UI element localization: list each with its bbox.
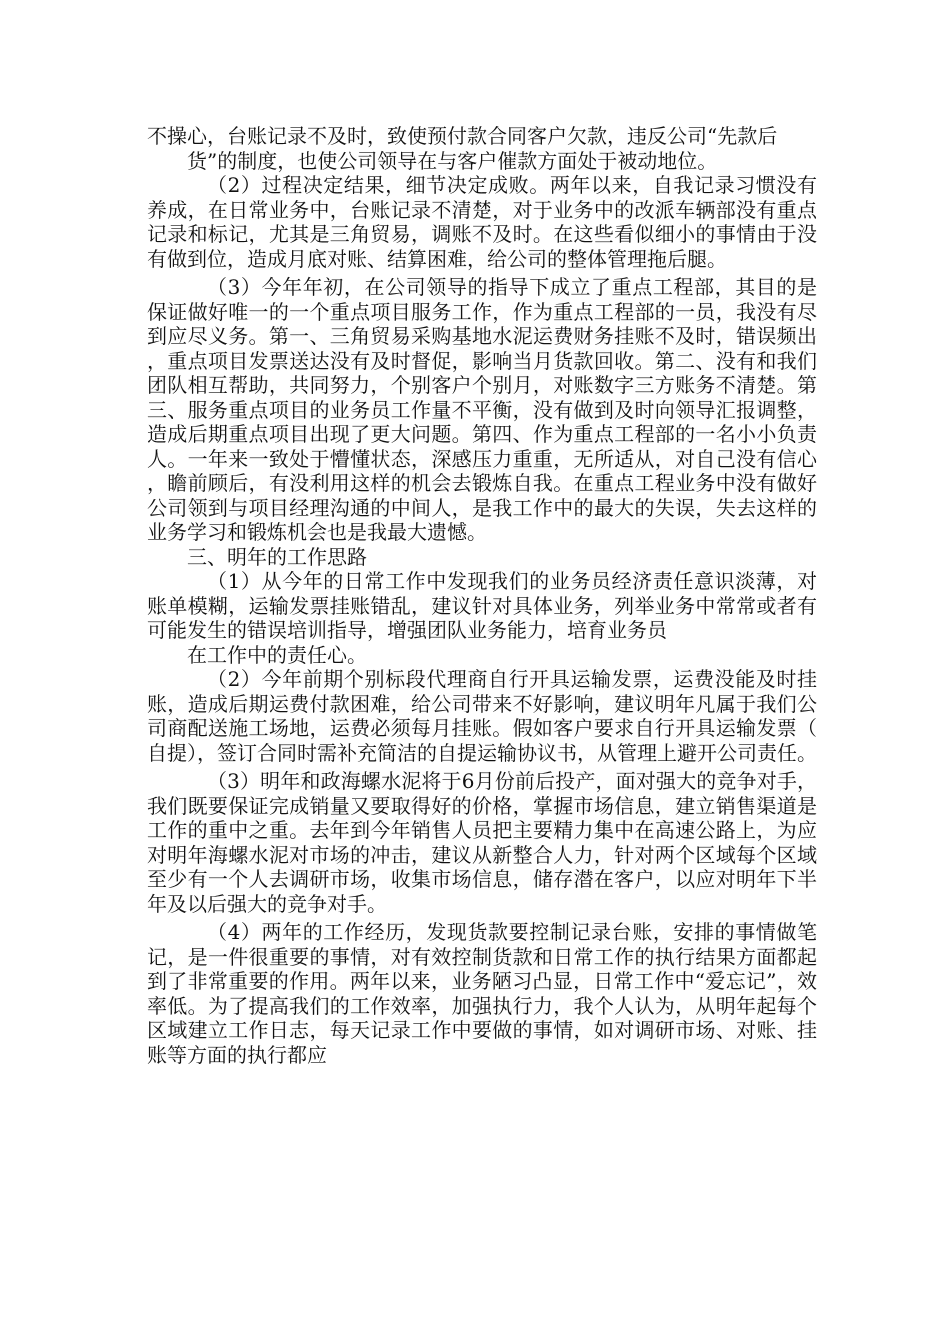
- paragraph-key-project-dept: （3）今年年初，在公司领导的指导下成立了重点工程部，其目的是保证做好唯一的一个重点项目服务工作，作为重点工程部的一员，我没有尽到应尽义务。第一、三角贸易采购基地水泥运费财务挂账不及时，错误频出，重点项目发票送达没有及时督促，影响当月货款回收。第二、没有和我们团队相互帮助，共同努力，个别客户个别月，对账数字三方账务不清楚。第三、服务重点项目的业务员工作量不平衡，没有做到及时向领导汇报调整，造成后期重点项目出现了更大问题。第四、作为重点工程部的一名小小负责人。一年来一致处于懵懂状态，深感压力重重，无所适从，对自己没有信心，瞻前顾后，有没利用这样的机会去锻炼自我。在重点工程业务中没有做好公司领到与项目经理沟通的中间人，是我工作中的最大的失误，失去这样的业务学习和锻炼机会也是我最大遗憾。: [147, 275, 817, 544]
- paragraph-plan-1: （1）从今年的日常工作中发现我们的业务员经济责任意识淡薄，对账单模糊，运输发票挂账错乱，建议针对具体业务，列举业务中常常或者有可能发生的错误培训指导，增强团队业务能力，培育业务员: [147, 569, 817, 642]
- paragraph-plan-1-continued: 在工作中的责任心。: [187, 642, 367, 667]
- paragraph-plan-4: （4）两年的工作经历，发现货款要控制记录台账，安排的事情做笔记，是一件很重要的事情，对有效控制货款和日常工作的执行结果方面都起到了非常重要的作用。两年以来，业务陋习凸显，日常工作中“爱忘记”，效率低。为了提高我们的工作效率，加强执行力，我个人认为，从明年起每个区域建立工作日志，每天记录工作中要做的事情，如对调研市场、对账、挂账等方面的执行都应: [147, 920, 817, 1067]
- section-heading-next-year-plan: 三、明年的工作思路: [187, 544, 367, 569]
- paragraph-process-details: （2）过程决定结果，细节决定成败。两年以来，自我记录习惯没有养成，在日常业务中，台账记录不清楚，对于业务中的改派车辆部没有重点记录和标记，尤其是三角贸易，调账不及时。在这些看似细小的事情由于没有做到位，造成月底对账、结算困难，给公司的整体管理拖后腿。: [147, 173, 817, 271]
- paragraph-plan-2: （2）今年前期个别标段代理商自行开具运输发票，运费没能及时挂账，造成后期运费付款困难，给公司带来不好影响，建议明年凡属于我们公司商配送施工场地，运费必须每月挂账。假如客户要求自行开具运输发票（自提），签订合同时需补充简洁的自提运输协议书，从管理上避开公司责任。: [147, 667, 817, 765]
- paragraph-prepay-contract: 不操心，台账记录不及时，致使预付款合同客户欠款，违反公司“先款后: [147, 124, 778, 148]
- paragraph-prepay-system: 货”的制度，也使公司领导在与客户催款方面处于被动地位。: [187, 148, 718, 173]
- document-body: [147, 124, 817, 1067]
- paragraph-plan-3: （3）明年和政海螺水泥将于6月份前后投产，面对强大的竞争对手，我们既要保证完成销量又要取得好的价格，掌握市场信息，建立销售渠道是工作的重中之重。去年到今年销售人员把主要精力集中在高速公路上，为应对明年海螺水泥对市场的冲击，建议从新整合人力，针对两个区域每个区域至少有一个人去调研市场，收集市场信息，储存潜在客户，以应对明年下半年及以后强大的竞争对手。: [147, 769, 817, 916]
